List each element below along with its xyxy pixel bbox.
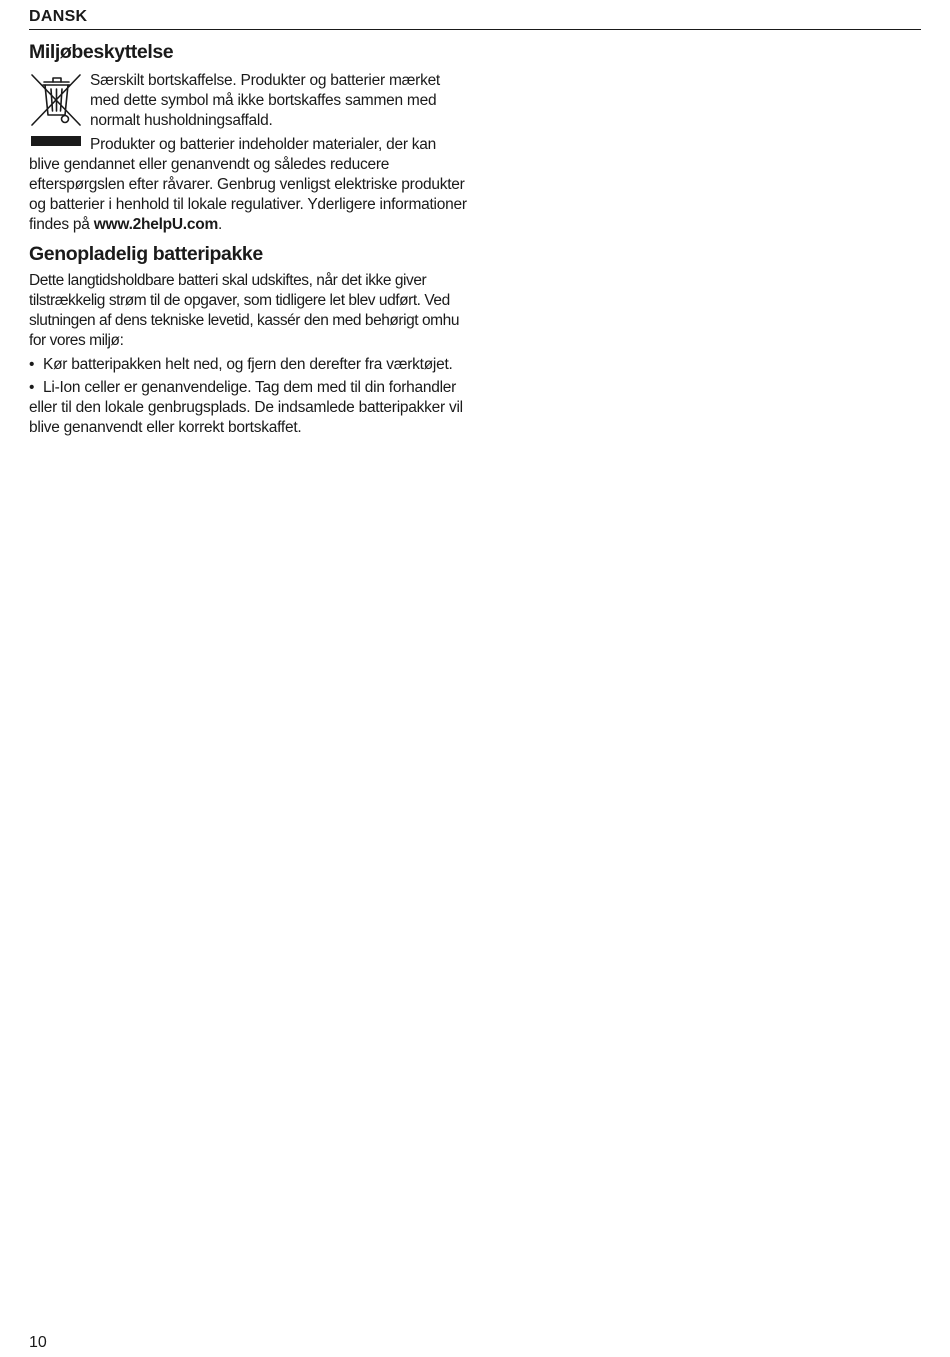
recycling-block [29, 71, 469, 236]
recycling-text-body: Produkter og batterier indeholder materialer, der kan blive gendannet eller genanvendt og således reducere efterspørgslen efter råvarer. Genbrug venligst elektriske produkter og batterier i henhold til lokale regulativer. Yderligere informationer findes på [29, 135, 467, 234]
recycling-text-end: . [217, 216, 223, 234]
bullet-icon: • [29, 378, 35, 396]
support-url-link[interactable]: www.2helpU.com [93, 216, 218, 234]
battery-disposal-list [29, 355, 469, 439]
battery-intro-text: Dette langtidsholdbare batteri skal udskiftes, når det ikke giver tilstrækkelig strøm til de opgaver, som tidligere let blev udført. Ved slutningen af dens tekniske levetid, kassér den med behørigt omhu for vores miljø: [29, 271, 459, 349]
list-item [29, 355, 469, 375]
environment-heading: Miljøbeskyttelse [29, 41, 174, 63]
page-header [29, 6, 921, 30]
list-item [29, 378, 469, 439]
recycling-text [29, 135, 469, 236]
list-item-text: Li-Ion celler er genanvendelige. Tag dem med til din forhandler eller til den lokale genbrugsplads. De indsamlede batteripakker vil blive genanvendt eller korrekt bortskaffet. [29, 378, 463, 437]
battery-heading: Genopladelig batteripakke [29, 242, 263, 265]
crossed-out-wheelie-bin-icon [29, 72, 83, 128]
page-number: 10 [29, 1334, 47, 1351]
bullet-icon: • [29, 355, 35, 373]
content-column [29, 38, 469, 441]
separate-collection-bar [31, 136, 81, 146]
weee-symbol [29, 72, 83, 146]
language-label: DANSK [29, 8, 88, 25]
separate-disposal-text: Særskilt bortskaffelse. Produkter og batterier mærket med dette symbol må ikke bortskaffes sammen med normalt husholdningsaffald. [90, 72, 440, 130]
list-item-text: Kør batteripakken helt ned, og fjern den derefter fra værktøjet. [43, 355, 453, 373]
